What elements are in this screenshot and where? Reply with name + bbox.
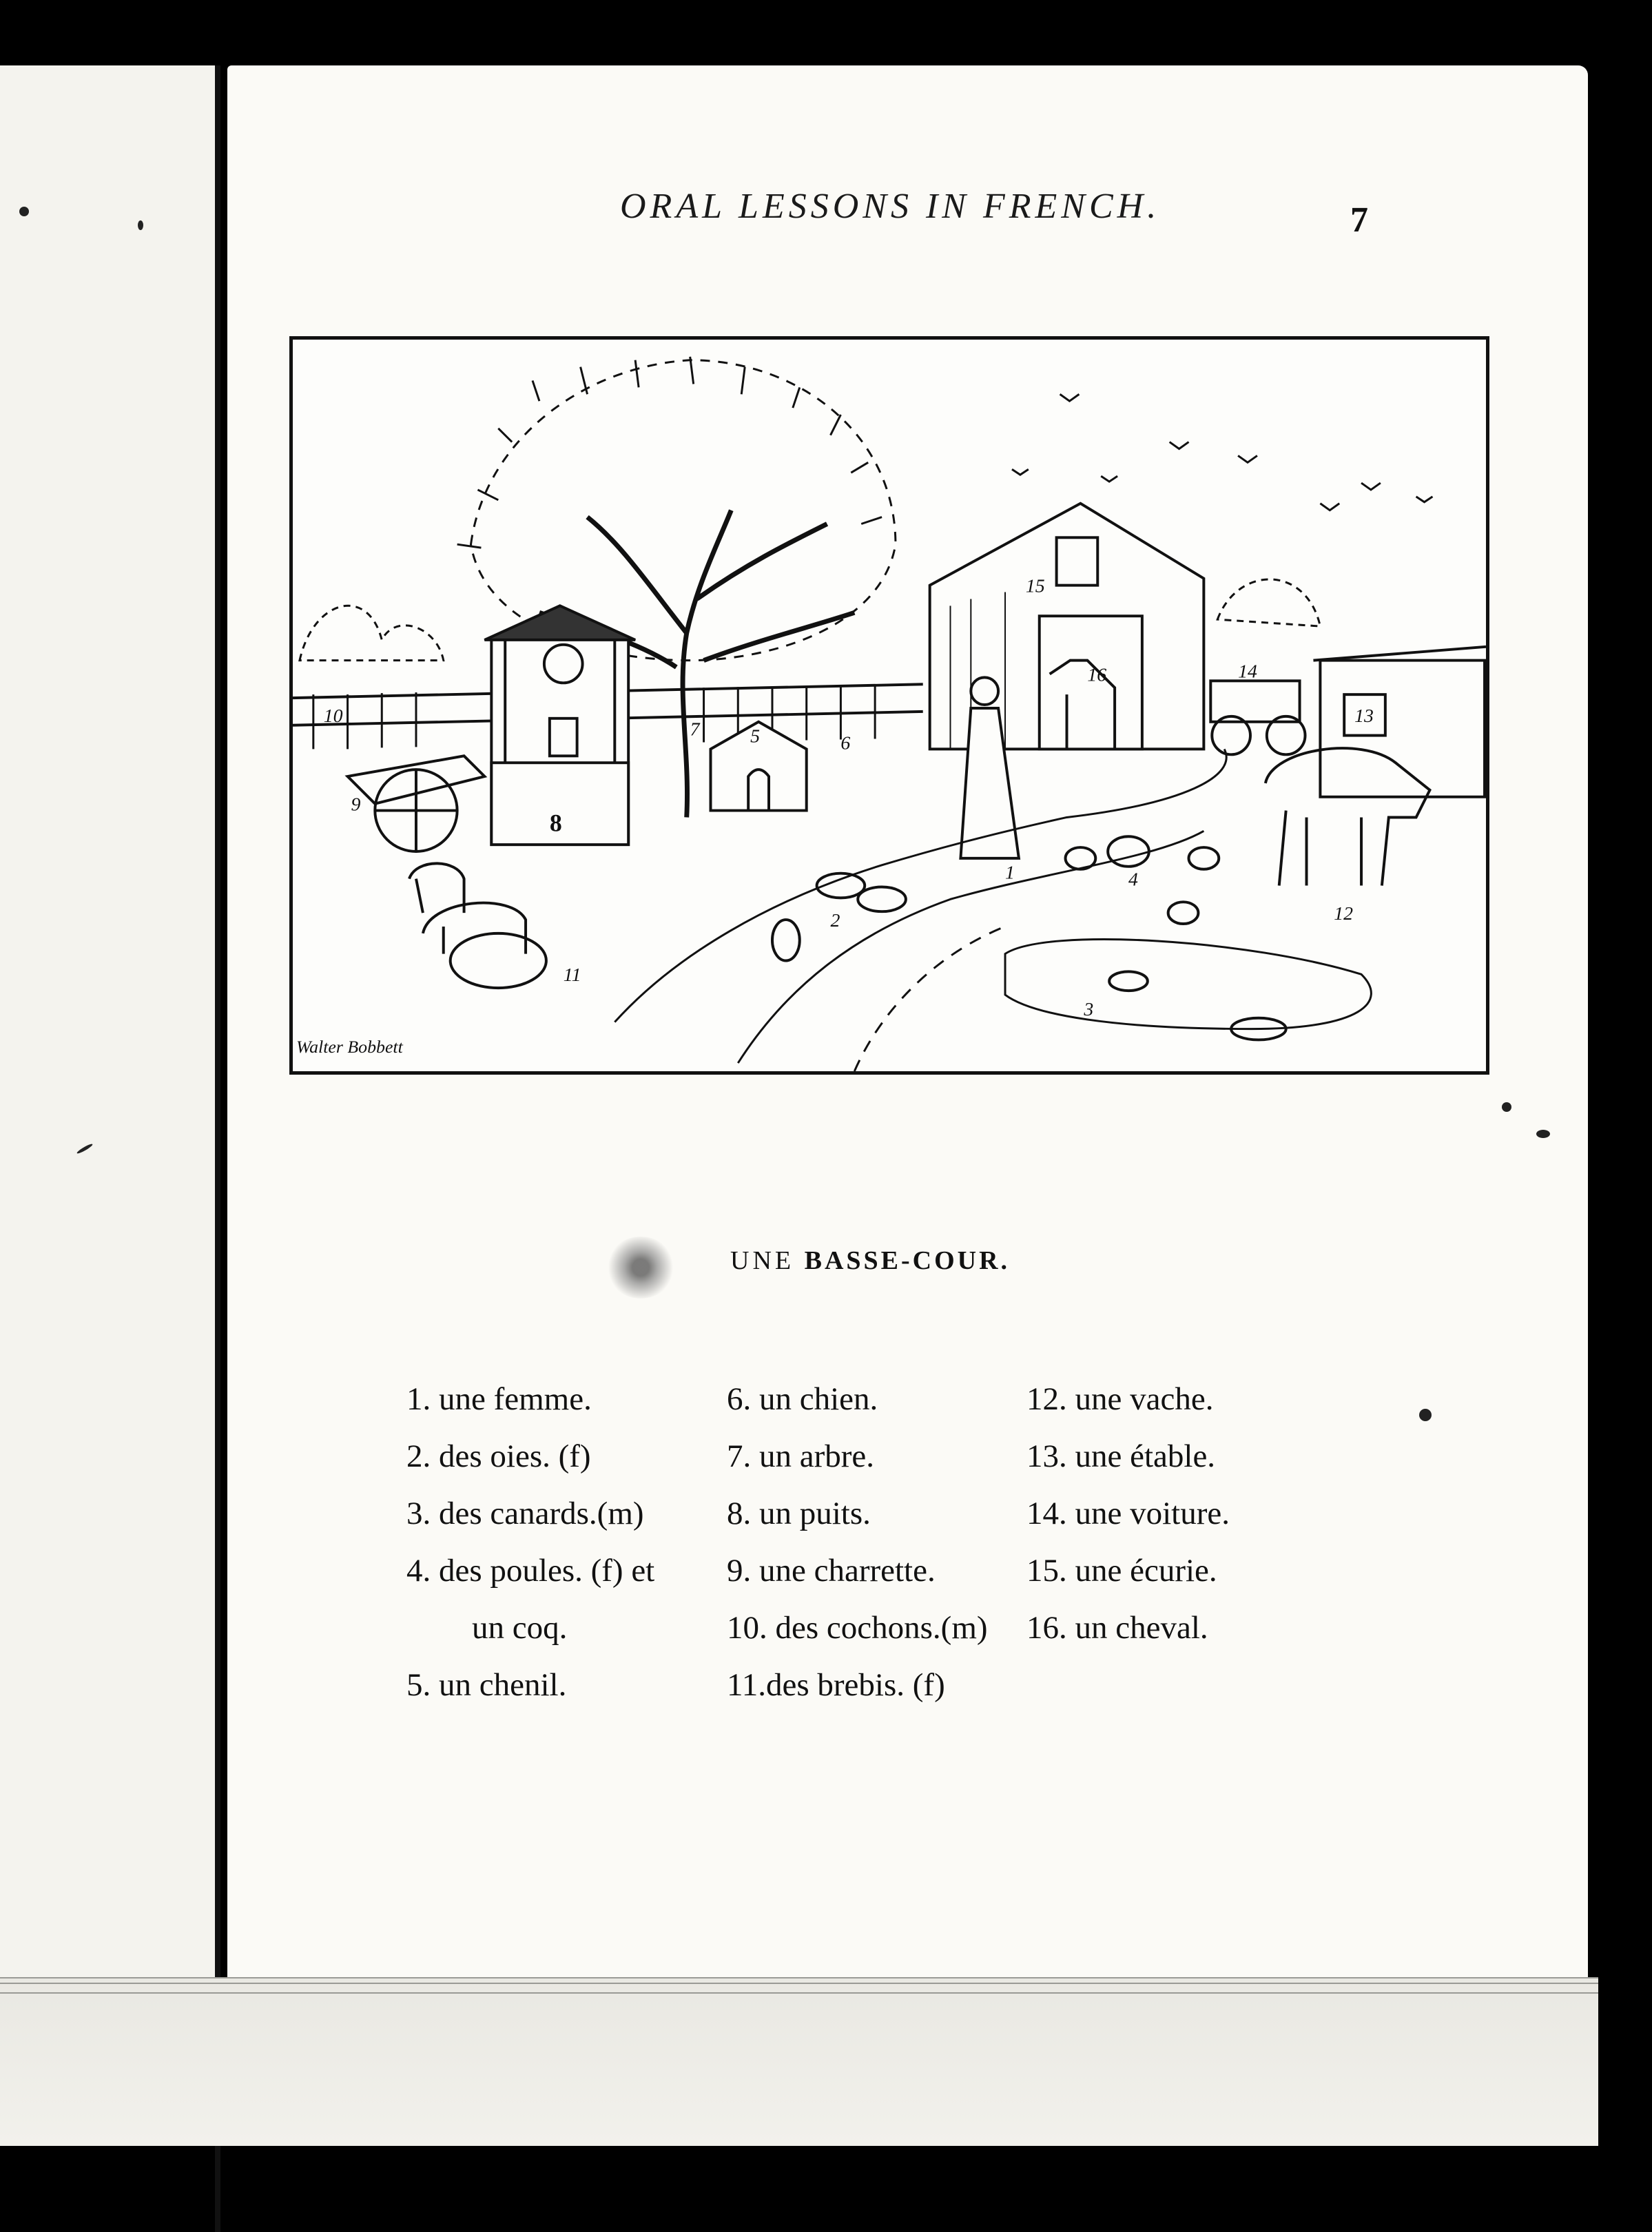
vocab-item: 7. un arbre. (727, 1438, 875, 1474)
vocab-item: 9. une charrette. (727, 1553, 936, 1589)
caption-prefix: UNE (730, 1246, 805, 1275)
figure-label-15: 15 (1025, 575, 1045, 597)
figure-label-2: 2 (830, 910, 840, 931)
running-header: ORAL LESSONS IN FRENCH. (620, 187, 1161, 226)
book-gutter (215, 65, 220, 2232)
figure-label-5: 5 (750, 725, 761, 747)
figure-label-4: 4 (1128, 869, 1138, 891)
vocab-item: 2. des oies. (f) (406, 1438, 591, 1474)
vocab-item: 16. un cheval. (1026, 1610, 1208, 1646)
page-number: 7 (1350, 200, 1368, 240)
vocab-item: 1. une femme. (406, 1381, 592, 1417)
vocab-item: 3. des canards.(m) (406, 1496, 644, 1531)
ink-smudge (606, 1237, 675, 1299)
caption-main: BASSE-COUR. (804, 1246, 1011, 1275)
figure-label-1: 1 (1005, 862, 1015, 884)
vocab-item: 4. des poules. (f) et (406, 1553, 655, 1589)
artist-signature: Walter Bobbett (296, 1037, 403, 1057)
vocab-item: 12. une vache. (1026, 1381, 1214, 1417)
vocab-item: 13. une étable. (1026, 1438, 1216, 1474)
vocab-item: 8. un puits. (727, 1496, 871, 1531)
vocabulary-column-1 (406, 1371, 654, 1714)
figure-label-12: 12 (1334, 903, 1354, 925)
scanner-bottom-band (0, 1977, 1598, 2146)
vocab-item: 10. des cochons.(m) (727, 1610, 988, 1646)
figure-label-11: 11 (563, 964, 581, 986)
vocabulary-column-3 (1026, 1371, 1230, 1657)
figure-label-16: 16 (1087, 664, 1107, 686)
figure-label-10: 10 (323, 705, 343, 727)
left-page-edge (0, 65, 219, 2146)
figure-label-8: 8 (549, 809, 562, 837)
figure-caption (730, 1246, 1010, 1276)
figure-label-14: 14 (1238, 661, 1257, 683)
vocab-item: 11.des brebis. (f) (727, 1667, 945, 1703)
vocab-item-continuation: un coq. (472, 1610, 568, 1646)
farmyard-illustration (289, 336, 1489, 1075)
vocab-item: 15. une écurie. (1026, 1553, 1217, 1589)
vocabulary-list (406, 1371, 1316, 1729)
vocab-item: 5. un chenil. (406, 1667, 567, 1703)
figure-label-7: 7 (690, 719, 700, 741)
figure-label-9: 9 (351, 794, 361, 816)
figure-label-6: 6 (840, 732, 851, 754)
vocab-item: 14. une voiture. (1026, 1496, 1230, 1531)
figure-label-3: 3 (1084, 998, 1094, 1020)
vocab-item: 6. un chien. (727, 1381, 878, 1417)
figure-label-13: 13 (1354, 705, 1374, 727)
vocabulary-column-2 (727, 1371, 988, 1714)
